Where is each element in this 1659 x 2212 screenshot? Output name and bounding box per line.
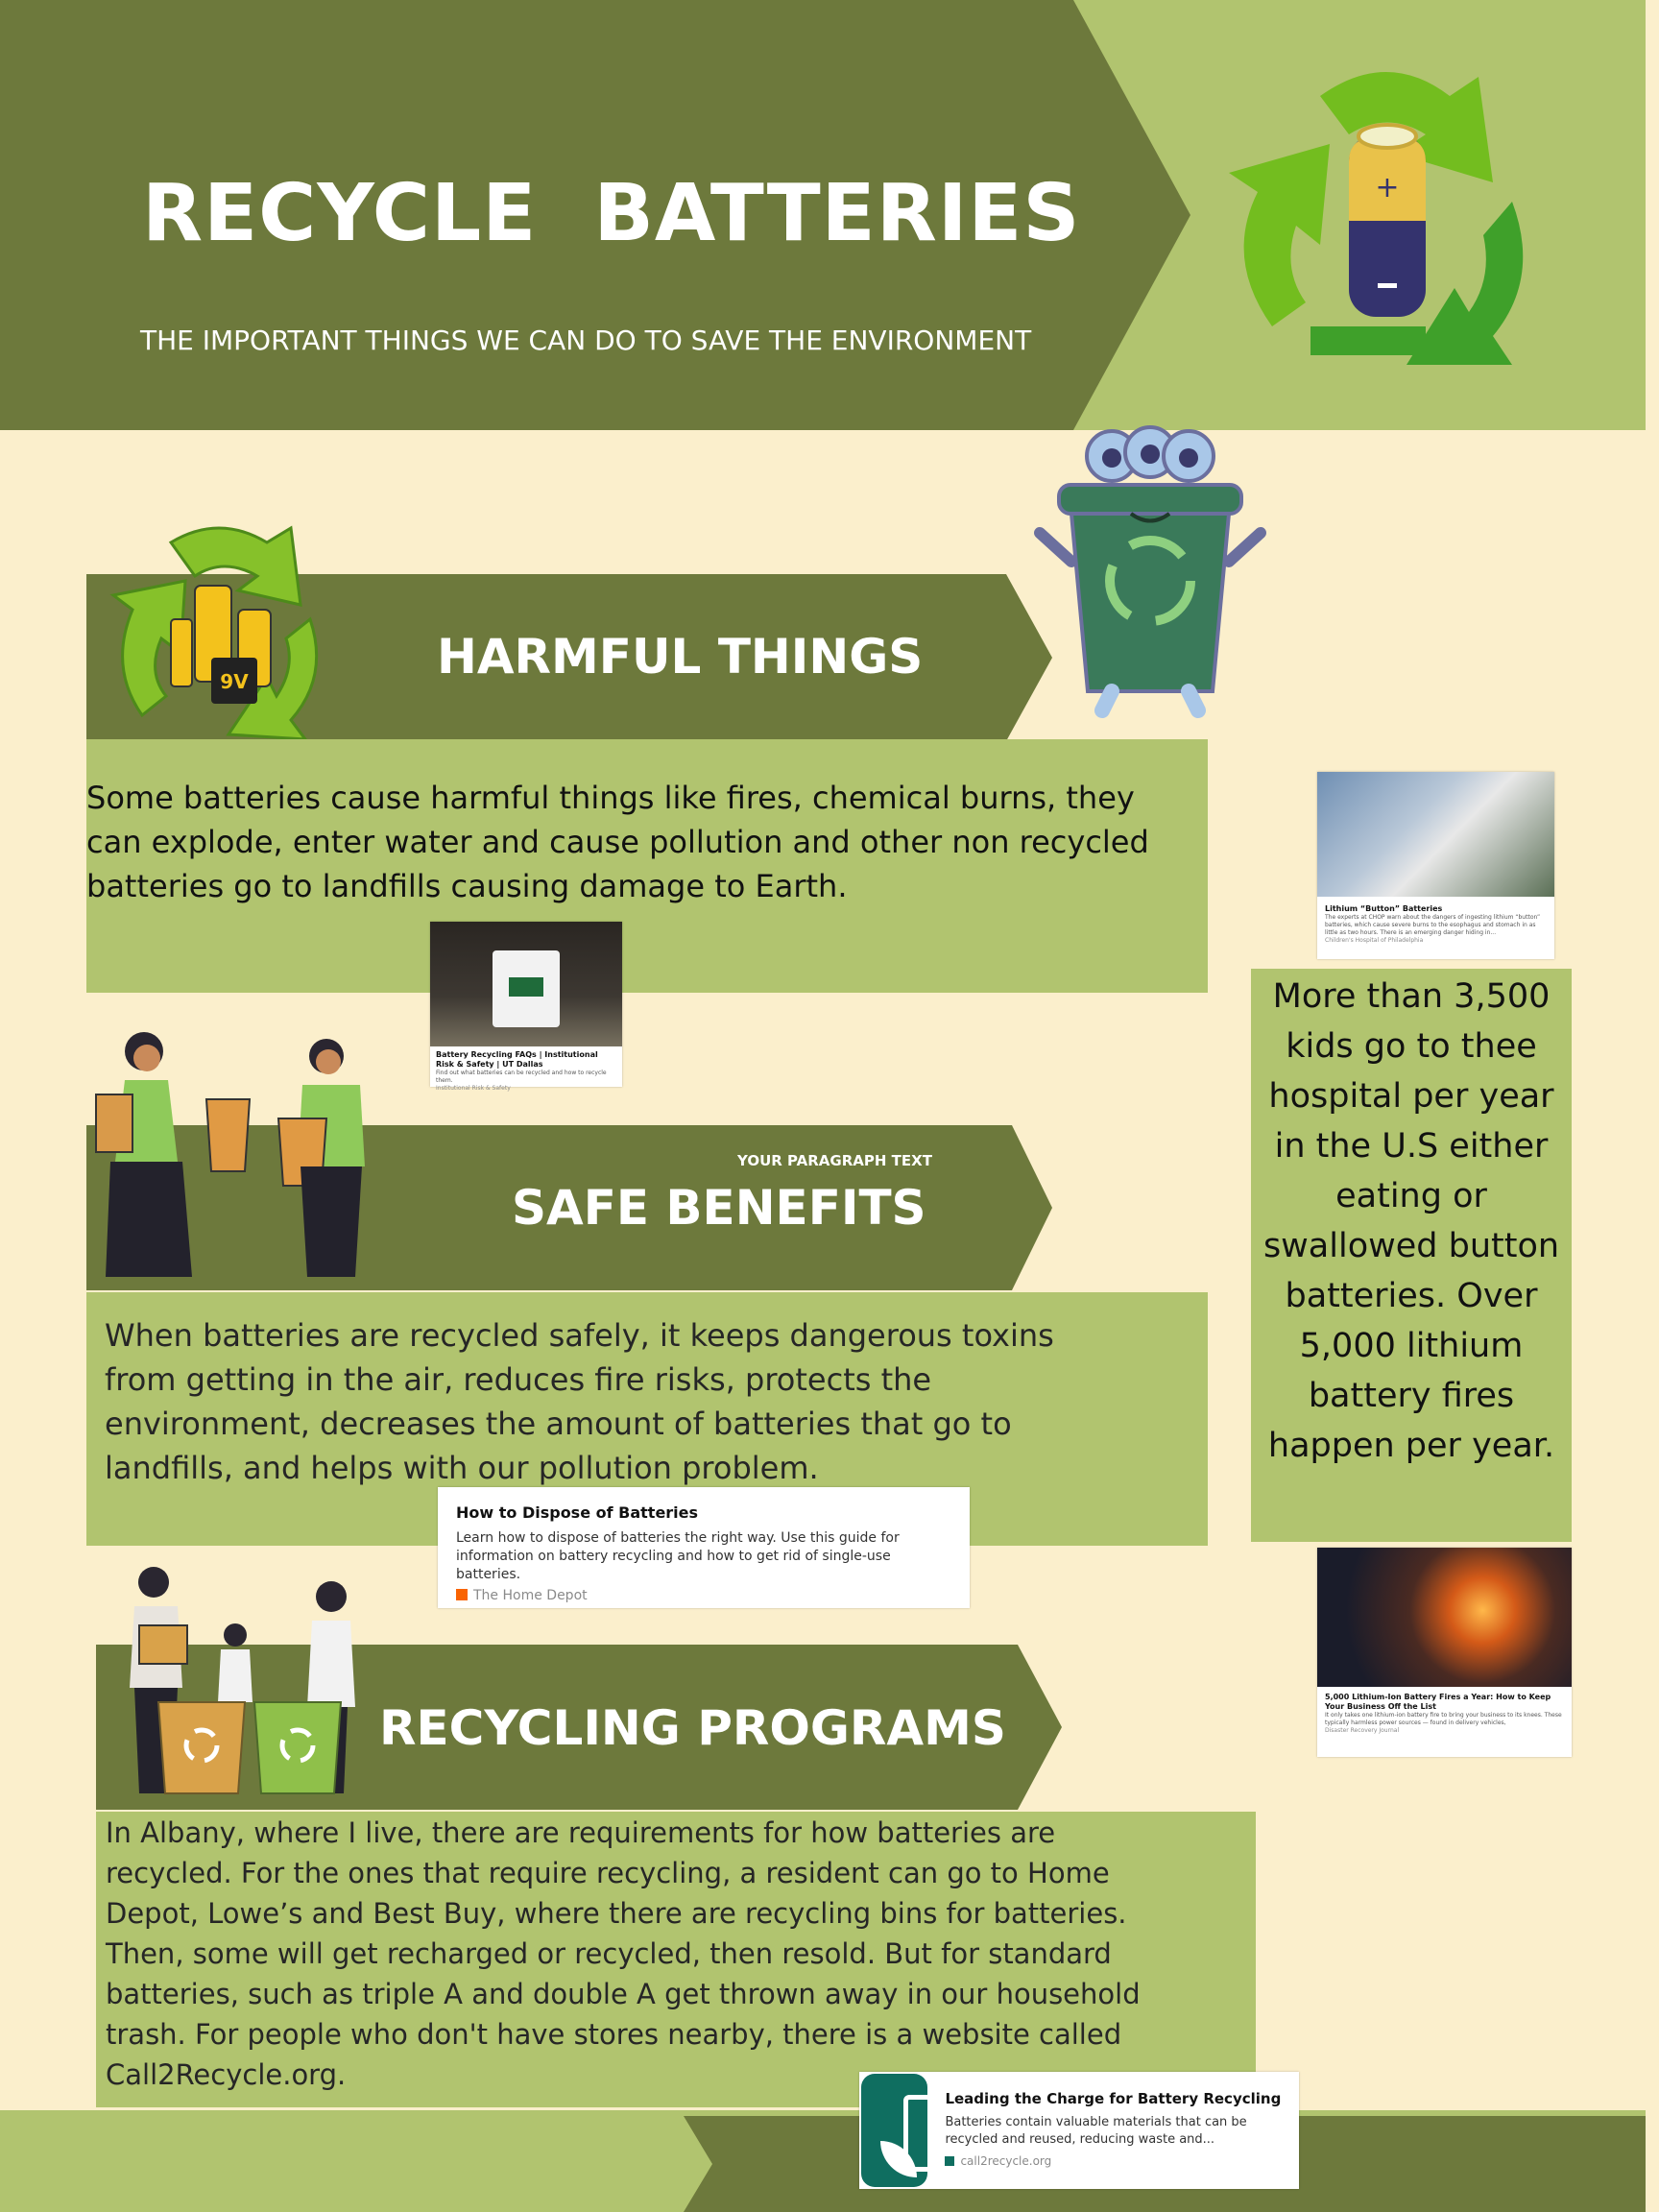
family-recycling-icon: [96, 1563, 384, 1803]
home-depot-logo-icon: [456, 1589, 468, 1600]
recycling-paragraph: In Albany, where I live, there are requirements for how batteries are recycled. For the ones that require recycling, a resident can go to Home Depot, Lowe’s and Best Buy, where there are recycling bins for batteries. Then, some will get recharged or recycled, then resold. But for standard batteries, such as triple A and double A get thrown away in our household trash. For people who don't have stores nearby, there is a website called Call2Recycle.org.: [106, 1816, 1141, 2091]
card-description: Find out what batteries can be recycled and how to recycle them.: [436, 1070, 607, 1084]
people-shopping-icon: [91, 1027, 379, 1286]
svg-text:9V: 9V: [220, 670, 249, 693]
card-source: [945, 2154, 1284, 2168]
building-fire-photo: [1317, 1548, 1572, 1687]
card-title: Leading the Charge for Battery Recycling: [945, 2090, 1282, 2107]
card-source: Institutional Risk & Safety: [436, 1085, 511, 1092]
svg-text:+: +: [1375, 171, 1400, 204]
card-description: Batteries contain valuable materials that can be recycled and reused, reducing waste and...: [945, 2115, 1247, 2147]
link-card-home-depot[interactable]: [438, 1487, 970, 1608]
card-description: It only takes one lithium-ion battery fire to bring your business to its knees. These typically harmless power sources — found in delivery vehicles,: [1325, 1712, 1562, 1726]
site-favicon-icon: [945, 2156, 954, 2166]
card-source: [456, 1588, 951, 1603]
safe-paragraph: When batteries are recycled safely, it keeps dangerous toxins from getting in the air, reduces fire risks, protects the environment, decreases the amount of batteries that go to landfills, and helps with our pollution problem.: [105, 1317, 1054, 1486]
card-title: Lithium “Button” Batteries: [1325, 904, 1443, 913]
page-subtitle: THE IMPORTANT THINGS WE CAN DO TO SAVE THE ENVIRONMENT: [140, 325, 1032, 356]
link-card-ut-dallas[interactable]: [430, 922, 622, 1092]
section-title-recycling: RECYCLING PROGRAMS: [379, 1700, 1006, 1756]
link-card-lithium-batteries[interactable]: [1317, 772, 1554, 959]
battery-bucket-photo: [430, 922, 622, 1046]
link-card-call2recycle[interactable]: [859, 2072, 1299, 2189]
card-description: Learn how to dispose of batteries the right way. Use this guide for information on battery recycling and how to get rid of single-use batteries.: [456, 1530, 900, 1582]
card-source: Children's Hospital of Philadelphia: [1325, 937, 1424, 944]
page-title: RECYCLE BATTERIES: [142, 168, 1081, 259]
battery-cluster-icon: [104, 514, 334, 744]
card-title: How to Dispose of Batteries: [456, 1503, 699, 1522]
paragraph-placeholder: YOUR PARAGRAPH TEXT: [737, 1152, 932, 1169]
card-title: Battery Recycling FAQs | Institutional Risk & Safety | UT Dallas: [436, 1050, 598, 1069]
call2recycle-logo-icon: [861, 2074, 927, 2187]
card-description: The experts at CHOP warn about the dangers of ingesting lithium “button” batteries, which cause severe burns to the esophagus and stomach in as little as two hours. There is an emerging danger hiding in...: [1325, 914, 1541, 936]
doctor-child-photo: [1317, 772, 1554, 897]
section-title-harmful: HARMFUL THINGS: [437, 629, 924, 685]
card-title: 5,000 Lithium-Ion Battery Fires a Year: How to Keep Your Business Off the List: [1325, 1693, 1551, 1711]
recycle-label: [509, 977, 543, 997]
recycle-bin-mascot-icon: [1016, 427, 1285, 715]
card-source-label: The Home Depot: [473, 1588, 588, 1603]
card-source: Disaster Recovery Journal: [1325, 1727, 1400, 1734]
card-source-label: call2recycle.org: [960, 2154, 1052, 2168]
section-title-safe: SAFE BENEFITS: [512, 1180, 926, 1236]
link-card-battery-fires[interactable]: [1317, 1548, 1572, 1757]
recycle-battery-icon: [1205, 38, 1570, 394]
harmful-paragraph: Some batteries cause harmful things like fires, chemical burns, they can explode, enter water and cause pollution and other non recycled batteries go to landfills causing damage to Earth.: [86, 780, 1149, 904]
statistics-paragraph: More than 3,500 kids go to thee hospital per year in the U.S either eating or swallowed button batteries. Over 5,000 lithium battery fires happen per year.: [1262, 977, 1560, 1465]
